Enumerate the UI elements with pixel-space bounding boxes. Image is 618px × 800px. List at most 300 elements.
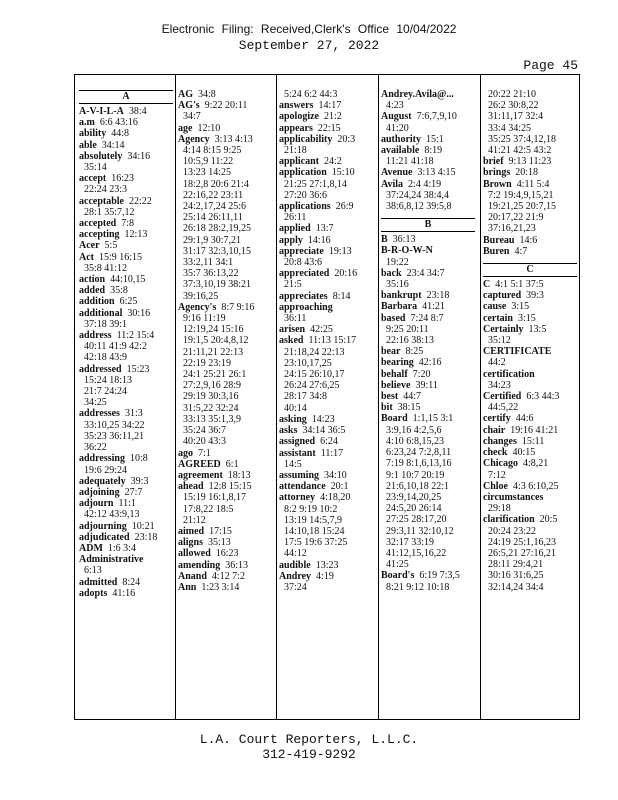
index-entry: [381, 369, 475, 380]
index-continuation: [79, 184, 173, 195]
index-continuation: [178, 212, 272, 223]
page-line-refs: 44:6: [515, 413, 534, 425]
index-word: changes: [483, 435, 517, 447]
page-line-refs: 15:23: [126, 363, 150, 375]
index-continuation: [483, 559, 577, 570]
page-line-refs: 14:23: [311, 413, 335, 425]
page-line-refs: 15:9 16:15: [99, 251, 143, 263]
index-entry: [79, 554, 173, 565]
index-word: applicant: [279, 156, 320, 168]
index-entry: [178, 134, 272, 145]
page-line-refs: 23:4 34:7: [406, 267, 445, 279]
page-line-refs: 40:11 41:9 42:2: [84, 341, 147, 353]
page-line-refs: 32:14,24 34:4: [488, 581, 544, 593]
index-word: applicability: [279, 133, 333, 145]
index-entry: [279, 436, 373, 447]
page-line-refs: 35:8: [110, 285, 128, 297]
index-entry: [279, 235, 373, 246]
index-entry: [279, 448, 373, 459]
index-continuation: [483, 134, 577, 145]
index-word: adequately: [79, 475, 126, 487]
page-line-refs: 14:10,18 15:24: [284, 525, 345, 537]
index-word: clarification: [483, 514, 535, 526]
page-line-refs: 41:21 42:5 43:2: [488, 145, 552, 157]
page-line-refs: 21:12: [183, 514, 206, 526]
page-line-refs: 4:7: [514, 245, 528, 257]
index-entry: [381, 89, 475, 100]
index-word: Chicago: [483, 458, 518, 470]
page-line-refs: 20:5: [539, 514, 558, 526]
page-line-refs: 6:1: [225, 458, 239, 470]
page-line-refs: 13:5: [528, 323, 547, 335]
index-continuation: [178, 257, 272, 268]
index-entry: [483, 369, 577, 380]
index-entry: [381, 234, 475, 245]
index-word: application: [279, 167, 327, 179]
page-line-refs: 12:13: [124, 229, 148, 241]
page-line-refs: 3:9,16 4:2,5,6: [386, 424, 442, 436]
index-word: Agency: [178, 133, 210, 145]
page-line-refs: 35:13: [208, 537, 231, 549]
index-continuation: [178, 347, 272, 358]
page-line-refs: 23:10,17,25: [284, 357, 332, 369]
index-continuation: [483, 526, 577, 537]
index-continuation: [79, 341, 173, 352]
index-entry: [79, 285, 173, 296]
page-line-refs: 17:15: [209, 525, 232, 537]
page-line-refs: 35:7 36:13,22: [183, 268, 239, 280]
index-entry: [483, 179, 577, 190]
index-entry: [483, 313, 577, 324]
index-continuation: [279, 179, 373, 190]
index-continuation: [79, 375, 173, 386]
page-line-refs: 23:18: [426, 290, 450, 302]
index-entry: [79, 588, 173, 599]
index-continuation: [483, 570, 577, 581]
index-word: applied: [279, 223, 311, 235]
page-line-refs: 36:11: [284, 313, 307, 325]
index-entry: [279, 167, 373, 178]
index-word: asked: [279, 335, 304, 347]
index-entry: [381, 313, 475, 324]
index-word: Anand: [178, 570, 207, 582]
index-word: asks: [279, 425, 298, 437]
index-entry: [178, 100, 272, 111]
index-continuation: [178, 515, 272, 526]
index-entry: [279, 481, 373, 492]
index-continuation: [178, 179, 272, 190]
page-line-refs: 35:8 41:12: [84, 262, 128, 274]
index-continuation: [178, 235, 272, 246]
page-line-refs: 19:13: [328, 245, 352, 257]
page-line-refs: 36:22: [84, 442, 107, 454]
page-line-refs: 15:10: [331, 167, 355, 179]
index-word: asking: [279, 413, 307, 425]
page-line-refs: 41:21: [422, 301, 445, 313]
page-line-refs: 22:22: [129, 195, 152, 207]
index-entry: [483, 279, 577, 290]
index-word: admitted: [79, 576, 118, 588]
page-line-refs: 33:10,25 34:22: [84, 419, 145, 431]
index-continuation: [79, 319, 173, 330]
index-entry: [381, 167, 475, 178]
reporter-name: L.A. Court Reporters, L.L.C.: [199, 732, 419, 747]
index-column-5: [483, 89, 577, 593]
index-continuation: [381, 279, 475, 290]
page-line-refs: 36:13: [392, 234, 416, 246]
index-continuation: [381, 492, 475, 503]
page-line-refs: 29:3,11 32:10,12: [386, 525, 454, 537]
index-continuation: [483, 357, 577, 368]
index-word: captured: [483, 290, 522, 302]
index-entry: [381, 391, 475, 402]
page-line-refs: 42:25: [310, 324, 333, 336]
page-line-refs: 4:10 6:8,15,23: [386, 435, 445, 447]
page-line-refs: 18:13: [227, 469, 251, 481]
page-line-refs: 16:23: [215, 548, 239, 560]
index-word: ahead: [178, 481, 204, 493]
page-line-refs: 40:14: [284, 402, 307, 414]
index-continuation: [279, 89, 373, 100]
page-line-refs: 38:6,8,12 39:5,8: [386, 201, 452, 213]
index-entry: [381, 145, 475, 156]
page-line-refs: 35:24 36:7: [183, 425, 227, 437]
index-word: Avenue: [381, 167, 413, 179]
index-word: AG's: [178, 100, 200, 112]
index-continuation: [381, 503, 475, 514]
index-entry: [381, 290, 475, 301]
index-word: attorney: [279, 492, 316, 504]
page-line-refs: 27:2,9,16 28:9: [183, 380, 242, 392]
page-line-refs: 7:2 19:4,9,15,21: [488, 189, 554, 201]
index-continuation: [381, 481, 475, 492]
page-line-refs: 5:24 6:2 44:3: [284, 89, 338, 100]
page-line-refs: 28:1 35:7,12: [84, 206, 135, 218]
page-line-refs: 6:19 7:3,5: [419, 570, 460, 582]
index-continuation: [381, 537, 475, 548]
page-line-refs: 38:15: [397, 402, 421, 414]
page-line-refs: 8:2 9:19 10:2: [284, 503, 338, 515]
page-line-refs: 4:19: [316, 570, 334, 582]
index-word: appreciates: [279, 290, 328, 302]
index-entry: [279, 324, 373, 335]
page-line-refs: 4:12 7:2: [211, 570, 245, 582]
index-continuation: [279, 526, 373, 537]
page-line-refs: 8:24: [122, 576, 141, 588]
page-line-refs: 37:24: [284, 581, 307, 593]
index-continuation: [178, 324, 272, 335]
page-line-refs: 42:12 43:9,13: [84, 509, 140, 521]
index-word: authority: [381, 133, 421, 145]
index-word: appreciate: [279, 245, 324, 257]
index-word: AGREED: [178, 458, 221, 470]
page-line-refs: 31:11,17 32:4: [488, 111, 544, 123]
index-word: adjoining: [79, 486, 120, 498]
page-line-refs: 31:3: [124, 408, 143, 420]
index-continuation: [178, 403, 272, 414]
page-line-refs: 27:25 28:17,20: [386, 514, 447, 526]
page-line-refs: 20:16: [334, 268, 358, 280]
page-line-refs: 30:16: [127, 307, 151, 319]
index-word: cause: [483, 301, 507, 313]
index-word: appears: [279, 122, 313, 134]
index-entry: [483, 436, 577, 447]
index-entry: [178, 459, 272, 470]
index-continuation: [79, 207, 173, 218]
index-entry: [79, 173, 173, 184]
index-continuation: [178, 223, 272, 234]
index-entry: [381, 245, 475, 256]
index-entry: [279, 156, 373, 167]
page-line-refs: 36:13: [225, 559, 249, 571]
index-continuation: [279, 190, 373, 201]
page-line-refs: 40:15: [512, 447, 536, 459]
index-entry: [483, 301, 577, 312]
index-word: assigned: [279, 436, 316, 448]
index-entry: [79, 577, 173, 588]
index-continuation: [178, 380, 272, 391]
page-line-refs: 39:3: [130, 475, 149, 487]
page-line-refs: 19:6 29:24: [84, 464, 128, 476]
page-line-refs: 31:17 32:3,10,15: [183, 245, 252, 257]
page-line-refs: 8:21 9:12 10:18: [386, 581, 450, 593]
index-continuation: [279, 212, 373, 223]
index-column-3: [279, 89, 373, 593]
page-line-refs: 30:16 31:6,25: [488, 570, 544, 582]
page-line-refs: 5:5: [104, 240, 118, 252]
index-continuation: [381, 458, 475, 469]
page-line-refs: 7:1: [198, 447, 211, 459]
index-word: additional: [79, 307, 123, 319]
index-word: appreciated: [279, 268, 330, 280]
page-line-refs: 10:5,9 11:22: [183, 156, 234, 168]
index-continuation: [178, 190, 272, 201]
index-continuation: [483, 335, 577, 346]
page-line-refs: 6:25: [119, 296, 138, 308]
index-continuation: [483, 201, 577, 212]
page-line-refs: 8:7 9:16: [221, 301, 255, 313]
page-line-refs: 34:25: [84, 397, 107, 409]
index-continuation: [381, 548, 475, 559]
index-word: accepting: [79, 229, 120, 241]
letter-section-header: C: [483, 263, 577, 277]
index-continuation: [79, 465, 173, 476]
page-line-refs: 4:11 5:4: [516, 178, 550, 190]
index-continuation: [178, 111, 272, 122]
index-column-1: [79, 89, 173, 599]
index-entry: [279, 134, 373, 145]
index-word: back: [381, 267, 402, 279]
page-line-refs: 34:8: [198, 89, 216, 100]
page-line-refs: 7:24 8:7: [410, 312, 444, 324]
page-line-refs: 3:15: [511, 301, 530, 313]
index-continuation: [178, 414, 272, 425]
index-word: a.m: [79, 117, 95, 129]
index-entry: [279, 425, 373, 436]
page-line-refs: 6:6 43:16: [99, 117, 138, 129]
page-line-refs: 9:16 11:19: [183, 313, 226, 325]
page-line-refs: 10:8: [129, 453, 148, 465]
index-entry: [279, 492, 373, 503]
index-entry: [279, 223, 373, 234]
index-continuation: [79, 352, 173, 363]
page-line-refs: 11:21 41:18: [386, 156, 434, 168]
index-continuation: [279, 515, 373, 526]
index-word: Certified: [483, 391, 522, 403]
index-word: Act: [79, 251, 94, 263]
page-line-refs: 20:17,22 21:9: [488, 212, 544, 224]
page-line-refs: 27:20 36:6: [284, 189, 328, 201]
page-line-refs: 41:25: [386, 559, 409, 571]
index-continuation: [279, 504, 373, 515]
index-word: action: [79, 274, 106, 286]
index-word: certification: [483, 368, 535, 380]
index-word: certify: [483, 413, 511, 425]
page-line-refs: 44:8: [111, 128, 130, 140]
page-line-refs: 23:9,14,20,25: [386, 491, 442, 503]
index-entry: [483, 425, 577, 436]
page-line-refs: 24:2: [324, 156, 342, 168]
page-line-refs: 22:19 23:19: [183, 357, 232, 369]
index-entry: [178, 123, 272, 134]
page-line-refs: 11:2 15:4: [116, 330, 155, 342]
page-line-refs: 26:18 28:2,19,25: [183, 223, 252, 235]
page-line-refs: 9:25 20:11: [386, 323, 429, 335]
index-continuation: [178, 492, 272, 503]
index-word: CERTIFICATE: [483, 346, 552, 358]
index-word: audible: [279, 559, 311, 571]
page-line-refs: 19:21,25 20:7,15: [488, 201, 557, 213]
index-continuation: [381, 436, 475, 447]
page-line-refs: 20:18: [515, 167, 539, 179]
index-entry: [279, 111, 373, 122]
index-continuation: [279, 313, 373, 324]
index-continuation: [381, 470, 475, 481]
index-continuation: [279, 380, 373, 391]
page-line-refs: 24:19 25:1,16,23: [488, 536, 557, 548]
index-word: A-V-I-L-A: [79, 106, 124, 117]
index-continuation: [178, 279, 272, 290]
index-entry: [483, 246, 577, 257]
page-line-refs: 23:18: [134, 531, 158, 543]
page-line-refs: 42:16: [418, 357, 442, 369]
page-line-refs: 6:24: [320, 436, 338, 448]
index-entry: [279, 291, 373, 302]
index-word: available: [381, 145, 420, 157]
index-word: arisen: [279, 324, 306, 336]
index-continuation: [79, 442, 173, 453]
index-entry: [79, 296, 173, 307]
page-line-refs: 18:2,8 20:6 21:4: [183, 178, 249, 190]
index-continuation: [79, 509, 173, 520]
index-entry: [79, 117, 173, 128]
page-line-refs: 8:19: [424, 145, 443, 157]
index-word: chair: [483, 424, 506, 436]
page-line-refs: 31:5,22 32:24: [183, 402, 239, 414]
index-word: adopts: [79, 587, 108, 599]
index-entry: [279, 246, 373, 257]
index-word: apologize: [279, 111, 319, 123]
transcript-date: September 27, 2022: [238, 38, 380, 53]
column-divider: [276, 75, 277, 719]
index-entry: [381, 268, 475, 279]
page-line-refs: 33:4 34:25: [488, 122, 532, 134]
index-word: brief: [483, 156, 504, 168]
index-continuation: [483, 470, 577, 481]
index-word: addressing: [79, 453, 125, 465]
index-continuation: [483, 380, 577, 391]
page-line-refs: 17:5 19:6 37:25: [284, 537, 348, 549]
letter-section-header: A: [79, 90, 173, 104]
column-divider: [378, 75, 379, 719]
page-line-refs: 42:18 43:9: [84, 352, 128, 364]
page-line-refs: 25:14 26:11,11: [183, 212, 243, 224]
index-word: addressed: [79, 363, 122, 375]
section-gap: [483, 257, 577, 262]
index-continuation: [483, 503, 577, 514]
page-line-refs: 16:23: [111, 173, 134, 185]
page-line-refs: 22:24 23:3: [84, 184, 128, 196]
index-continuation: [483, 145, 577, 156]
index-entry: [178, 470, 272, 481]
page-line-refs: 9:13 11:23: [508, 156, 552, 168]
page-line-refs: 33:2,11 34:1: [183, 257, 234, 269]
index-word: answers: [279, 100, 314, 112]
index-word: assuming: [279, 469, 320, 481]
page-line-refs: 7:12: [488, 469, 506, 481]
index-entry: [483, 290, 577, 301]
page-line-refs: 7:8: [121, 218, 134, 230]
index-entry: [381, 380, 475, 391]
index-continuation: [483, 190, 577, 201]
index-continuation: [483, 111, 577, 122]
index-entry: [79, 521, 173, 532]
page-line-refs: 15:19 16:1,8,17: [183, 492, 247, 504]
index-entry: [178, 302, 272, 313]
page-line-refs: 12:10: [197, 122, 221, 134]
index-word: Avila: [381, 178, 404, 190]
page-line-refs: 26:5,21 27:16,21: [488, 547, 557, 559]
index-continuation: [279, 582, 373, 593]
index-continuation: [483, 223, 577, 234]
index-continuation: [279, 403, 373, 414]
word-index-frame: [74, 74, 580, 720]
index-entry: [483, 413, 577, 424]
page-line-refs: 21:11,21 22:13: [183, 346, 244, 358]
index-entry: [178, 548, 272, 559]
page-line-refs: 19:22: [386, 256, 409, 268]
page-line-refs: 4:8,21: [523, 458, 549, 470]
filing-stamp: Electronic Filing: Received,Clerk's Office 10/04/2022: [161, 22, 457, 36]
index-word: ago: [178, 447, 193, 459]
index-entry: [381, 402, 475, 413]
index-entry: [279, 414, 373, 425]
index-entry: [178, 448, 272, 459]
page-line-refs: 8:14: [332, 290, 351, 302]
index-word: Barbara: [381, 301, 418, 313]
page-line-refs: 35:12: [488, 335, 511, 347]
index-word: brings: [483, 167, 511, 179]
page-line-refs: 24:15 26:10,17: [284, 369, 345, 381]
index-word: Bureau: [483, 234, 515, 246]
index-word: Chloe: [483, 480, 508, 492]
page-line-refs: 44:10,15: [110, 274, 146, 286]
page-line-refs: 6:3 44:3: [526, 391, 560, 403]
index-entry: [178, 560, 272, 571]
index-continuation: [279, 369, 373, 380]
page-line-refs: 21:18,24 22:13: [284, 346, 345, 358]
page-line-refs: 28:11 29:4,21: [488, 559, 544, 571]
